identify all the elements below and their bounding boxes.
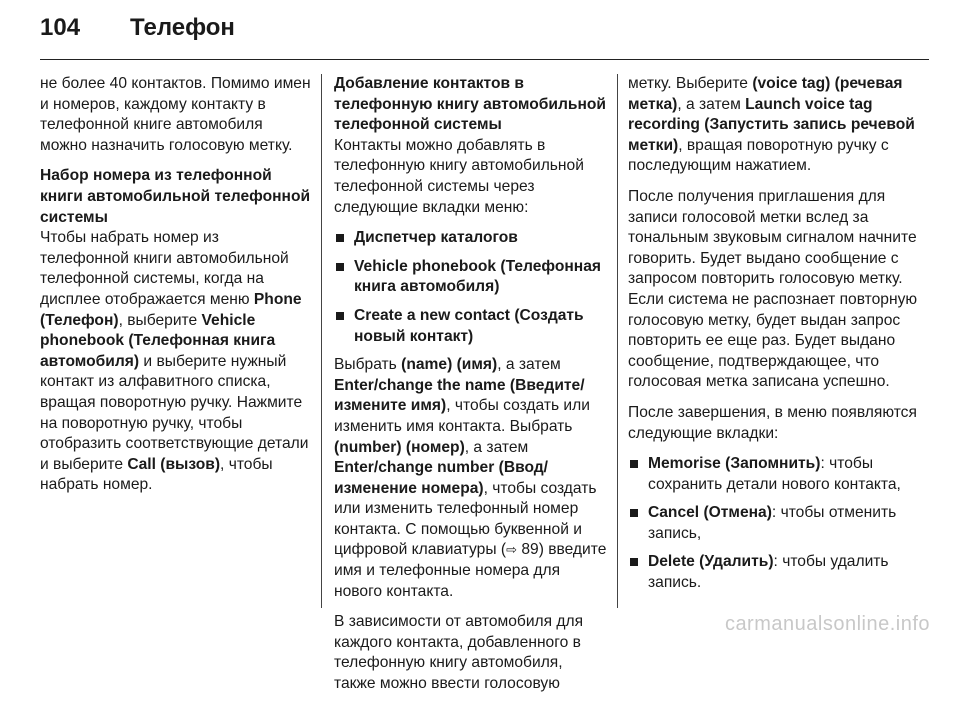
- header-rule: [40, 59, 929, 60]
- list-item: Memorise (Запомнить): чтобы сохранить детали нового контакта,: [628, 454, 928, 495]
- paragraph: В зависимости от автомобиля для каждого контакта, добавленного в телефонную книгу автомобиля, также можно ввести голосовую: [334, 613, 584, 693]
- paragraph: Чтобы набрать номер из телефонной книги автомобильной телефонной системы, когда на дисплее отображается меню Phone (Телефон), выберите Vehicle phonebook (Телефонная книга автомобиля) и выберите нужный контакт из алфавитного списка, вращая поворотную ручку. Нажмите на поворотную ручку, чтобы отобразить соответствующие детали и выберите Call (вызов), чтобы набрать номер.: [40, 229, 309, 494]
- paragraph: не более 40 контактов. Помимо имен и номеров, каждому контакту в телефонной книге автомобиля можно назначить голосовую метку.: [40, 75, 311, 154]
- list-item: Vehicle phonebook (Телефонная книга автомобиля): [334, 257, 608, 298]
- page-ref-arrow-icon: ⇨: [506, 542, 517, 558]
- section-heading: Набор номера из телефонной книги автомобильной телефонной системы: [40, 167, 311, 226]
- page-number: 104: [40, 14, 81, 41]
- list-item: Delete (Удалить): чтобы удалить запись.: [628, 552, 928, 593]
- section-heading: Добавление контактов в телефонную книгу автомобильной телефонной системы: [334, 75, 607, 134]
- paragraph: После завершения, в меню появляются следующие вкладки:: [628, 403, 917, 442]
- column-1: [40, 74, 312, 506]
- column-2: [334, 74, 608, 705]
- paragraph: После получения приглашения для записи голосовой метки вслед за тональным звуковым сигналом начните говорить. Будет выдано сообщение с запросом повторить голосовую метку. Если система не распознает повторную голосовую метку, будет выдан запрос повторить ее еще раз. Будет выдано сообщение, подтверждающее, что голосовая метка записана успешно.: [628, 187, 918, 391]
- column-3: [628, 74, 928, 602]
- paragraph: Контакты можно добавлять в телефонную книгу автомобильной телефонной системы через следующие вкладки меню:: [334, 136, 584, 216]
- column-divider: [617, 74, 618, 608]
- page-title: Телефон: [130, 14, 235, 41]
- page-header: [40, 14, 235, 50]
- watermark: carmanualsonline.info: [724, 613, 930, 635]
- list-item: Cancel (Отмена): чтобы отменить запись,: [628, 503, 928, 544]
- paragraph: Выбрать (name) (имя), а затем Enter/change the name (Введите/измените имя), чтобы создать или изменить имя контакта. Выбрать (number) (номер), а затем Enter/change number (Ввод/изменение номера), чтобы создать или изменить телефонный номер контакта. С помощью буквенной и цифровой клавиатуры (⇨ 89) введите имя и телефонные номера для нового контакта.: [334, 356, 607, 600]
- list-item: Create a new contact (Создать новый контакт): [334, 306, 608, 347]
- column-divider: [321, 74, 322, 608]
- list-item: Диспетчер каталогов: [334, 228, 608, 249]
- paragraph: метку. Выберите (voice tag) (речевая метка), а затем Launch voice tag recording (Запустить запись речевой метки), вращая поворотную ручку с последующим нажатием.: [628, 75, 915, 175]
